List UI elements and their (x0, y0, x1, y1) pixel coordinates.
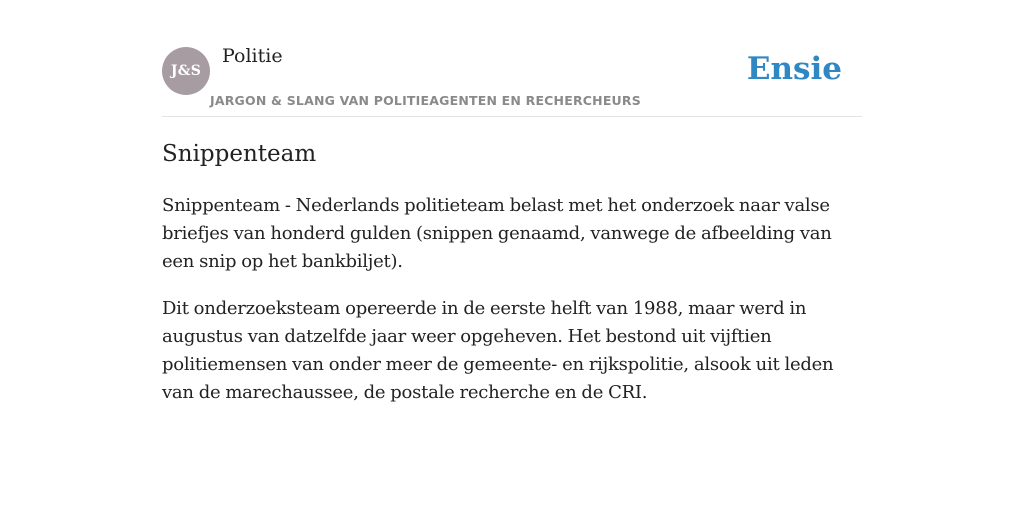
category-subtitle: JARGON & SLANG VAN POLITIEAGENTEN EN RECHERCHEURS (210, 93, 641, 108)
brand-logo[interactable]: Ensie (746, 51, 842, 87)
article-paragraph: Dit onderzoeksteam opereerde in de eerste helft van 1988, maar werd in augustus van datzelfde jaar weer opgeheven. Het bestond uit vijftien politiemensen van onder meer de gemeente- en rijkspolitie, alsook uit leden van de marechaussee, de postale recherche en de CRI. (162, 298, 834, 403)
avatar[interactable]: J&S (162, 47, 210, 95)
header (162, 40, 862, 117)
category-link[interactable]: Politie (222, 45, 283, 67)
article-paragraph: Snippenteam - Nederlands politieteam belast met het onderzoek naar valse briefjes van honderd gulden (snippen genaamd, vanwege de afbeelding van een snip op het bankbiljet). (162, 195, 832, 272)
article-title: Snippenteam (162, 141, 317, 167)
article (162, 138, 864, 426)
